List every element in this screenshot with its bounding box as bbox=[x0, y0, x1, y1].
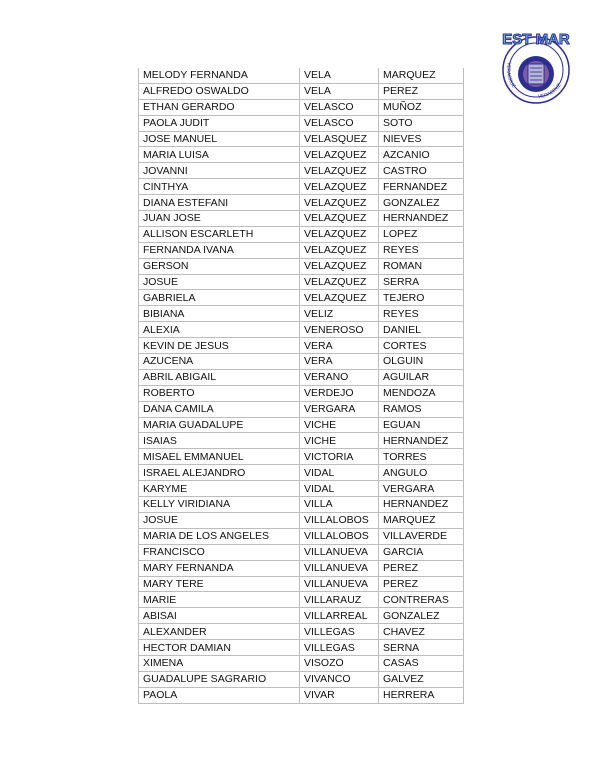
maternal-surname-cell: PEREZ bbox=[379, 560, 464, 576]
paternal-surname-cell: VILLA bbox=[300, 497, 379, 513]
table-row bbox=[139, 83, 464, 99]
paternal-surname-cell: VERA bbox=[300, 338, 379, 354]
paternal-surname-cell: VIDAL bbox=[300, 465, 379, 481]
table-row bbox=[139, 528, 464, 544]
paternal-surname-cell: VELAZQUEZ bbox=[300, 211, 379, 227]
paternal-surname-cell: VIDAL bbox=[300, 481, 379, 497]
paternal-surname-cell: VERGARA bbox=[300, 401, 379, 417]
maternal-surname-cell: HERNANDEZ bbox=[379, 211, 464, 227]
table-row bbox=[139, 211, 464, 227]
paternal-surname-cell: VILLARAUZ bbox=[300, 592, 379, 608]
maternal-surname-cell: ANGULO bbox=[379, 465, 464, 481]
first-name-cell: KEVIN DE JESUS bbox=[139, 338, 300, 354]
first-name-cell: JOVANNI bbox=[139, 163, 300, 179]
paternal-surname-cell: VILLANUEVA bbox=[300, 560, 379, 576]
svg-text:VERACRUZ: VERACRUZ bbox=[537, 82, 563, 101]
maternal-surname-cell: LOPEZ bbox=[379, 226, 464, 242]
table-row bbox=[139, 401, 464, 417]
table-row bbox=[139, 163, 464, 179]
paternal-surname-cell: VELIZ bbox=[300, 306, 379, 322]
paternal-surname-cell: VILLEGAS bbox=[300, 624, 379, 640]
school-logo bbox=[494, 22, 578, 112]
paternal-surname-cell: VELAZQUEZ bbox=[300, 195, 379, 211]
paternal-surname-cell: VELAZQUEZ bbox=[300, 163, 379, 179]
first-name-cell: KARYME bbox=[139, 481, 300, 497]
table-row bbox=[139, 512, 464, 528]
maternal-surname-cell: REYES bbox=[379, 306, 464, 322]
table-row bbox=[139, 369, 464, 385]
first-name-cell: ETHAN GERARDO bbox=[139, 99, 300, 115]
first-name-cell: GUADALUPE SAGRARIO bbox=[139, 671, 300, 687]
table-row bbox=[139, 354, 464, 370]
maternal-surname-cell: CHAVEZ bbox=[379, 624, 464, 640]
first-name-cell: JOSUE bbox=[139, 512, 300, 528]
maternal-surname-cell: MARQUEZ bbox=[379, 512, 464, 528]
paternal-surname-cell: VILLANUEVA bbox=[300, 576, 379, 592]
maternal-surname-cell: VERGARA bbox=[379, 481, 464, 497]
table-row bbox=[139, 576, 464, 592]
table-row bbox=[139, 290, 464, 306]
maternal-surname-cell: SERRA bbox=[379, 274, 464, 290]
first-name-cell: DANA CAMILA bbox=[139, 401, 300, 417]
table-row bbox=[139, 655, 464, 671]
table-row bbox=[139, 433, 464, 449]
first-name-cell: MARIA LUISA bbox=[139, 147, 300, 163]
table-row bbox=[139, 147, 464, 163]
maternal-surname-cell: SOTO bbox=[379, 115, 464, 131]
paternal-surname-cell: VILLARREAL bbox=[300, 608, 379, 624]
table-row bbox=[139, 68, 464, 83]
paternal-surname-cell: VILLANUEVA bbox=[300, 544, 379, 560]
first-name-cell: ABISAI bbox=[139, 608, 300, 624]
table-row bbox=[139, 274, 464, 290]
maternal-surname-cell: FERNANDEZ bbox=[379, 179, 464, 195]
first-name-cell: KELLY VIRIDIANA bbox=[139, 497, 300, 513]
maternal-surname-cell: SERNA bbox=[379, 640, 464, 656]
paternal-surname-cell: VELAZQUEZ bbox=[300, 242, 379, 258]
first-name-cell: BIBIANA bbox=[139, 306, 300, 322]
maternal-surname-cell: EGUAN bbox=[379, 417, 464, 433]
maternal-surname-cell: TEJERO bbox=[379, 290, 464, 306]
maternal-surname-cell: VILLAVERDE bbox=[379, 528, 464, 544]
paternal-surname-cell: VELASCO bbox=[300, 99, 379, 115]
first-name-cell: AZUCENA bbox=[139, 354, 300, 370]
svg-text:VERACRUZ: VERACRUZ bbox=[504, 61, 517, 90]
maternal-surname-cell: CASAS bbox=[379, 655, 464, 671]
maternal-surname-cell: TORRES bbox=[379, 449, 464, 465]
paternal-surname-cell: VELASCO bbox=[300, 115, 379, 131]
first-name-cell: JUAN JOSE bbox=[139, 211, 300, 227]
first-name-cell: MARIE bbox=[139, 592, 300, 608]
paternal-surname-cell: VICHE bbox=[300, 417, 379, 433]
paternal-surname-cell: VICTORIA bbox=[300, 449, 379, 465]
paternal-surname-cell: VISOZO bbox=[300, 655, 379, 671]
table-row bbox=[139, 306, 464, 322]
maternal-surname-cell: GARCIA bbox=[379, 544, 464, 560]
maternal-surname-cell: HERNANDEZ bbox=[379, 433, 464, 449]
table-row bbox=[139, 322, 464, 338]
maternal-surname-cell: MARQUEZ bbox=[379, 68, 464, 83]
maternal-surname-cell: GONZALEZ bbox=[379, 195, 464, 211]
paternal-surname-cell: VELAZQUEZ bbox=[300, 258, 379, 274]
paternal-surname-cell: VELAZQUEZ bbox=[300, 147, 379, 163]
table-row bbox=[139, 385, 464, 401]
first-name-cell: XIMENA bbox=[139, 655, 300, 671]
table-row bbox=[139, 258, 464, 274]
maternal-surname-cell: RAMOS bbox=[379, 401, 464, 417]
first-name-cell: MARY TERE bbox=[139, 576, 300, 592]
table-row bbox=[139, 560, 464, 576]
first-name-cell: ROBERTO bbox=[139, 385, 300, 401]
maternal-surname-cell: GONZALEZ bbox=[379, 608, 464, 624]
paternal-surname-cell: VILLALOBOS bbox=[300, 512, 379, 528]
paternal-surname-cell: VELAZQUEZ bbox=[300, 226, 379, 242]
paternal-surname-cell: VILLALOBOS bbox=[300, 528, 379, 544]
paternal-surname-cell: VELA bbox=[300, 83, 379, 99]
paternal-surname-cell: VELA bbox=[300, 68, 379, 83]
first-name-cell: JOSE MANUEL bbox=[139, 131, 300, 147]
paternal-surname-cell: VELAZQUEZ bbox=[300, 179, 379, 195]
maternal-surname-cell: GALVEZ bbox=[379, 671, 464, 687]
table-row bbox=[139, 338, 464, 354]
first-name-cell: ISRAEL ALEJANDRO bbox=[139, 465, 300, 481]
first-name-cell: MARY FERNANDA bbox=[139, 560, 300, 576]
table-row bbox=[139, 115, 464, 131]
first-name-cell: ALLISON ESCARLETH bbox=[139, 226, 300, 242]
first-name-cell: ABRIL ABIGAIL bbox=[139, 369, 300, 385]
maternal-surname-cell: MENDOZA bbox=[379, 385, 464, 401]
maternal-surname-cell: MUÑOZ bbox=[379, 99, 464, 115]
first-name-cell: MELODY FERNANDA bbox=[139, 68, 300, 83]
maternal-surname-cell: OLGUIN bbox=[379, 354, 464, 370]
first-name-cell: FRANCISCO bbox=[139, 544, 300, 560]
paternal-surname-cell: VICHE bbox=[300, 433, 379, 449]
first-name-cell: PAOLA bbox=[139, 687, 300, 703]
table-row bbox=[139, 226, 464, 242]
first-name-cell: JOSUE bbox=[139, 274, 300, 290]
first-name-cell: DIANA ESTEFANI bbox=[139, 195, 300, 211]
student-names-table bbox=[138, 68, 464, 704]
first-name-cell: MISAEL EMMANUEL bbox=[139, 449, 300, 465]
maternal-surname-cell: AZCANIO bbox=[379, 147, 464, 163]
table-row bbox=[139, 544, 464, 560]
table-row bbox=[139, 640, 464, 656]
maternal-surname-cell: ROMAN bbox=[379, 258, 464, 274]
table-row bbox=[139, 497, 464, 513]
table-row bbox=[139, 99, 464, 115]
maternal-surname-cell: PEREZ bbox=[379, 83, 464, 99]
table-row bbox=[139, 624, 464, 640]
first-name-cell: MARIA DE LOS ANGELES bbox=[139, 528, 300, 544]
table-row bbox=[139, 242, 464, 258]
table-row bbox=[139, 131, 464, 147]
first-name-cell: CINTHYA bbox=[139, 179, 300, 195]
first-name-cell: GERSON bbox=[139, 258, 300, 274]
first-name-cell: HECTOR DAMIAN bbox=[139, 640, 300, 656]
paternal-surname-cell: VILLEGAS bbox=[300, 640, 379, 656]
table-row bbox=[139, 671, 464, 687]
table-row bbox=[139, 417, 464, 433]
paternal-surname-cell: VENEROSO bbox=[300, 322, 379, 338]
first-name-cell: FERNANDA IVANA bbox=[139, 242, 300, 258]
maternal-surname-cell: AGUILAR bbox=[379, 369, 464, 385]
table-row bbox=[139, 481, 464, 497]
table-row bbox=[139, 179, 464, 195]
table-row bbox=[139, 687, 464, 703]
first-name-cell: ALEXIA bbox=[139, 322, 300, 338]
maternal-surname-cell: NIEVES bbox=[379, 131, 464, 147]
svg-text:EST MAR: EST MAR bbox=[502, 31, 570, 48]
maternal-surname-cell: CONTRERAS bbox=[379, 592, 464, 608]
table-row bbox=[139, 195, 464, 211]
first-name-cell: GABRIELA bbox=[139, 290, 300, 306]
maternal-surname-cell: CORTES bbox=[379, 338, 464, 354]
maternal-surname-cell: HERRERA bbox=[379, 687, 464, 703]
table-row bbox=[139, 465, 464, 481]
maternal-surname-cell: REYES bbox=[379, 242, 464, 258]
paternal-surname-cell: VERDEJO bbox=[300, 385, 379, 401]
first-name-cell: PAOLA JUDIT bbox=[139, 115, 300, 131]
first-name-cell: MARIA GUADALUPE bbox=[139, 417, 300, 433]
paternal-surname-cell: VELAZQUEZ bbox=[300, 290, 379, 306]
paternal-surname-cell: VELAZQUEZ bbox=[300, 274, 379, 290]
maternal-surname-cell: CASTRO bbox=[379, 163, 464, 179]
paternal-surname-cell: VERA bbox=[300, 354, 379, 370]
paternal-surname-cell: VIVANCO bbox=[300, 671, 379, 687]
table-row bbox=[139, 608, 464, 624]
first-name-cell: ISAIAS bbox=[139, 433, 300, 449]
paternal-surname-cell: VELASQUEZ bbox=[300, 131, 379, 147]
first-name-cell: ALEXANDER bbox=[139, 624, 300, 640]
first-name-cell: ALFREDO OSWALDO bbox=[139, 83, 300, 99]
paternal-surname-cell: VIVAR bbox=[300, 687, 379, 703]
paternal-surname-cell: VERANO bbox=[300, 369, 379, 385]
maternal-surname-cell: PEREZ bbox=[379, 576, 464, 592]
table-row bbox=[139, 592, 464, 608]
maternal-surname-cell: DANIEL bbox=[379, 322, 464, 338]
maternal-surname-cell: HERNANDEZ bbox=[379, 497, 464, 513]
table-row bbox=[139, 449, 464, 465]
